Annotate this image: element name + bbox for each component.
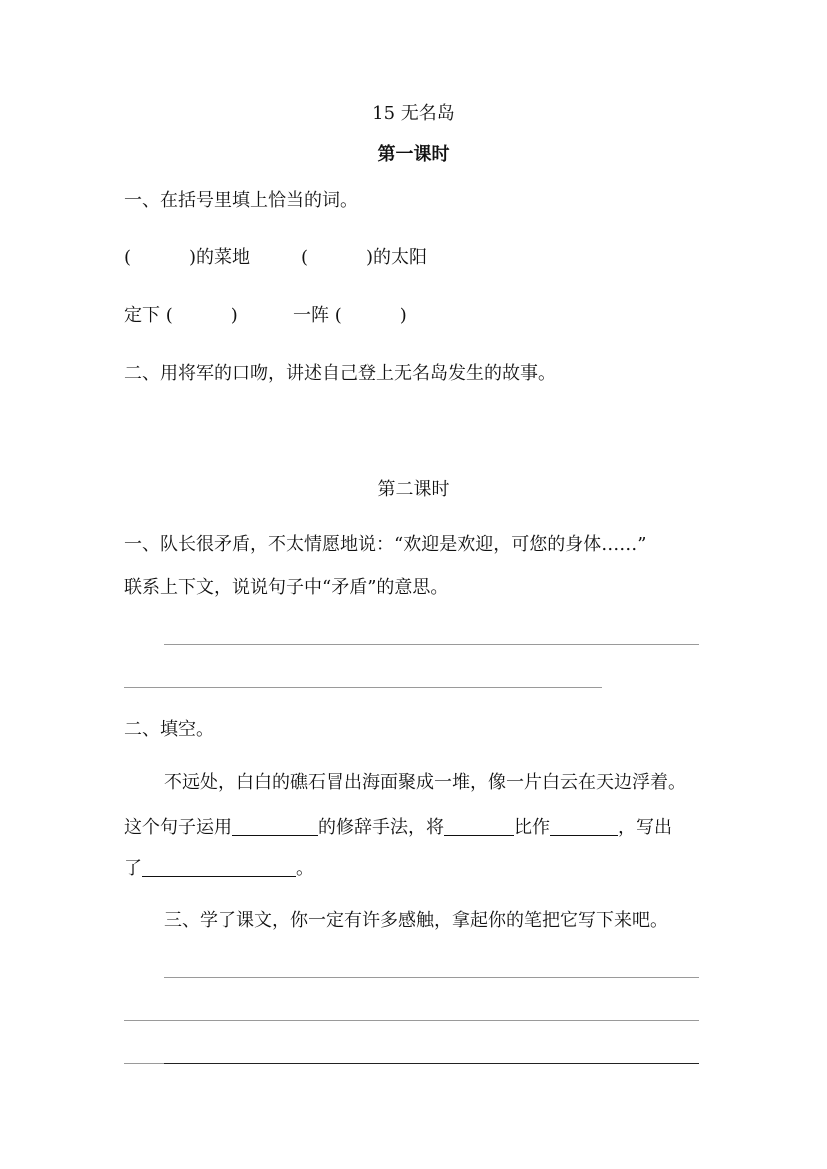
lesson2-q3-prompt: 三、学了课文，你一定有许多感触，拿起你的笔把它写下来吧。: [164, 910, 668, 931]
lesson2-q2-sentence: 不远处，白白的礁石冒出海面聚成一堆，像一片白云在天边浮着。: [164, 772, 686, 793]
blank-object[interactable]: [444, 816, 514, 836]
lesson1-q2-prompt: 二、用将军的口吻，讲述自己登上无名岛发生的故事。: [124, 363, 556, 384]
fill-row-1: [124, 246, 250, 270]
blank-rhetoric[interactable]: [232, 816, 318, 836]
answer-line-2[interactable]: [124, 687, 602, 688]
blank-3-label: 定下 (: [124, 305, 173, 326]
blank-effect[interactable]: [142, 857, 296, 877]
answer-line-5b[interactable]: [164, 1063, 699, 1064]
blank-4-label: 一阵 (: [293, 305, 342, 326]
fill-row-2b: [293, 304, 407, 328]
fill-text-b: 的修辞手法，将: [318, 817, 444, 838]
blank-3-close: ): [230, 305, 238, 326]
blank-compared[interactable]: [550, 816, 618, 836]
answer-line-5a[interactable]: [124, 1063, 164, 1064]
lesson1-q1-prompt: 一、在括号里填上恰当的词。: [124, 190, 358, 211]
lesson2-q1-line1: 一、队长很矛盾，不太情愿地说：“欢迎是欢迎，可您的身体……”: [124, 534, 647, 555]
answer-line-4[interactable]: [124, 1020, 699, 1021]
lesson2-q2-fill-line1: [124, 816, 672, 840]
answer-line-3[interactable]: [164, 977, 699, 978]
fill-text-f: 。: [296, 858, 314, 879]
fill-text-e: 了: [124, 858, 142, 879]
lesson2-q2-prompt: 二、填空。: [124, 719, 214, 740]
lesson1-heading: 第一课时: [377, 144, 450, 165]
blank-1-open: (: [124, 247, 132, 268]
fill-row-2: [124, 304, 238, 328]
page-title: 15 无名岛: [372, 103, 455, 124]
answer-line-1[interactable]: [164, 644, 699, 645]
lesson2-q1-line2: 联系上下文，说说句子中“矛盾”的意思。: [124, 577, 449, 598]
lesson2-q2-fill-line2: [124, 857, 314, 881]
fill-text-d: ，写出: [618, 817, 672, 838]
fill-text-c: 比作: [514, 817, 550, 838]
blank-2-close: )的太阳: [366, 247, 428, 268]
fill-row-1b: [301, 246, 427, 270]
blank-4-close: ): [399, 305, 407, 326]
lesson2-heading: 第二课时: [377, 479, 450, 500]
blank-2-open: (: [301, 247, 309, 268]
fill-text-a: 这个句子运用: [124, 817, 232, 838]
blank-1-close: )的菜地: [189, 247, 251, 268]
